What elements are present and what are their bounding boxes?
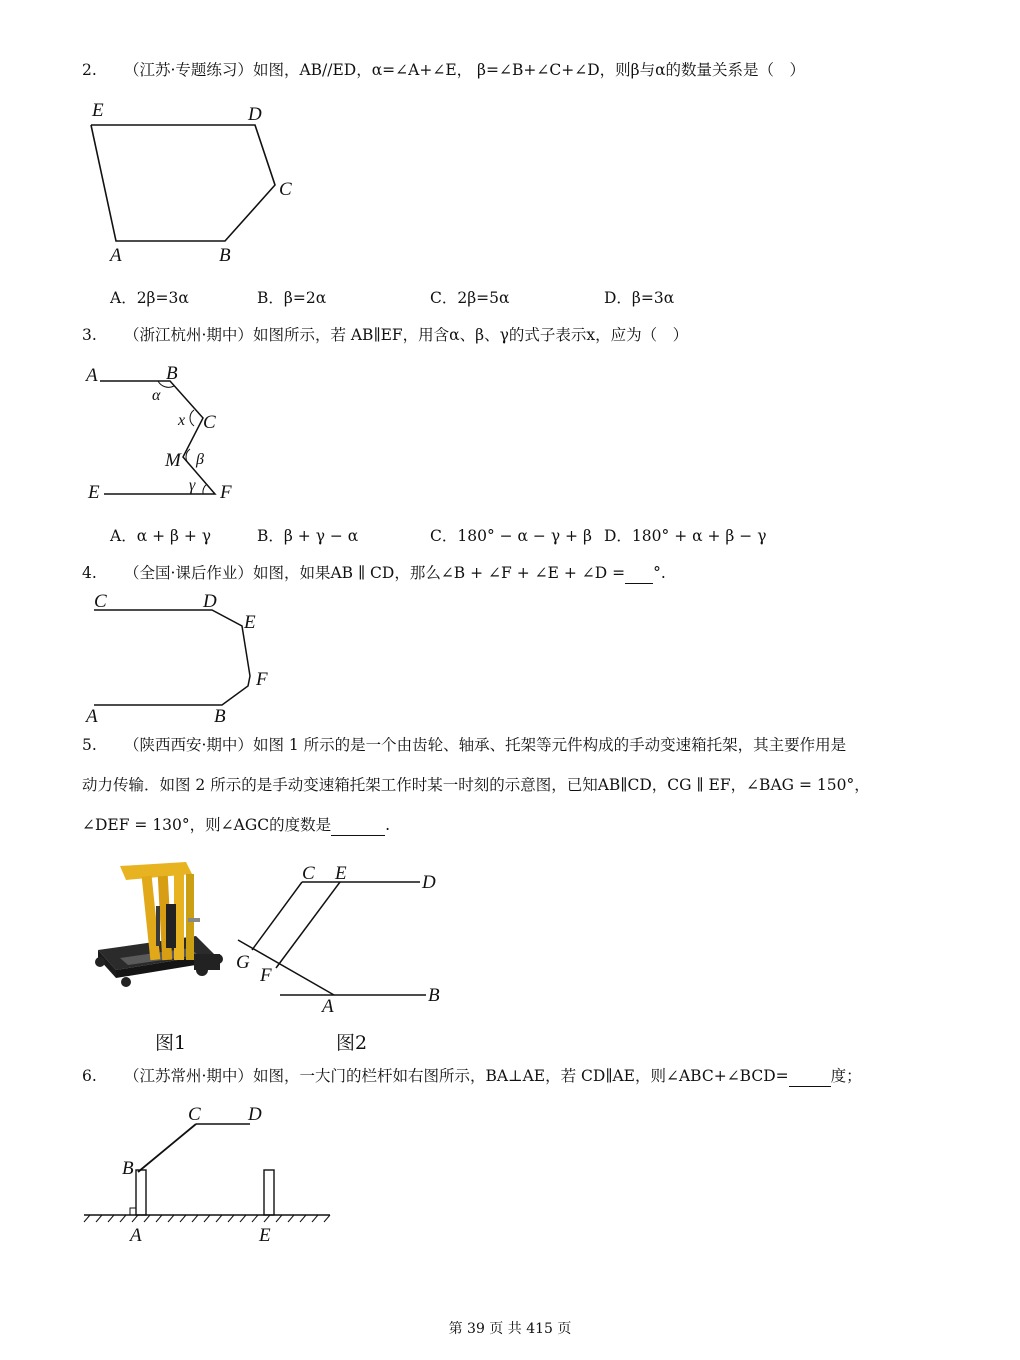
- figure-q4: [82, 590, 282, 730]
- label-F: F: [256, 669, 268, 690]
- question-text: 如图，AB//ED，α=∠A+∠E， β=∠B+∠C+∠D，则β与α的数量关系是（ ）: [252, 61, 806, 79]
- question-5: [82, 735, 846, 755]
- q2-option-c: C．2β=5α: [430, 289, 510, 307]
- label-E: E: [244, 612, 256, 633]
- label-A: A: [322, 996, 334, 1017]
- figure-q5: [230, 858, 460, 1018]
- q2-option-d: D．β=3α: [604, 289, 675, 307]
- question-5-line2: 动力传输．如图 2 所示的是手动变速箱托架工作时某一时刻的示意图，已知AB∥CD，CG ∥ EF，∠BAG = 150°，: [82, 776, 870, 794]
- label-E: E: [88, 482, 100, 503]
- question-source: （全国·课后作业）: [124, 564, 253, 582]
- question-number: 4.: [82, 564, 97, 582]
- label-B: B: [428, 985, 440, 1006]
- figure-q3: [82, 360, 252, 510]
- question-text: ∠DEF = 130°，则∠AGC的度数是: [82, 816, 332, 834]
- label-alpha: α: [152, 387, 161, 404]
- label-M: M: [165, 450, 181, 471]
- label-E: E: [259, 1225, 271, 1246]
- label-D: D: [203, 591, 217, 612]
- label-B: B: [166, 363, 178, 384]
- question-text-end: .: [385, 816, 391, 834]
- label-A: A: [86, 365, 98, 386]
- label-D: D: [422, 872, 436, 893]
- label-C: C: [279, 179, 292, 200]
- label-F: F: [220, 482, 232, 503]
- question-4: [82, 563, 666, 584]
- question-text: 如图所示，若 AB∥EF，用含α、β、γ的式子表示x，应为（ ）: [252, 326, 689, 344]
- question-text: 如图，如果AB ∥ CD，那么∠B + ∠F + ∠E + ∠D =: [252, 564, 626, 582]
- caption-figure-1: 图1: [155, 1032, 187, 1054]
- q3-option-b: B．β + γ − α: [257, 527, 359, 545]
- question-5-line3: [82, 815, 390, 836]
- label-B: B: [214, 706, 226, 727]
- label-B: B: [219, 245, 231, 266]
- label-x: x: [178, 412, 186, 429]
- label-A: A: [110, 245, 122, 266]
- question-number: 2.: [82, 61, 97, 79]
- label-B: B: [122, 1158, 134, 1179]
- question-text-end: 度；: [830, 1067, 862, 1085]
- question-number: 5.: [82, 736, 97, 754]
- figure-q6: [82, 1098, 342, 1248]
- q3-option-d: D．180° + α + β − γ: [604, 527, 767, 545]
- question-source: （江苏·专题练习）: [124, 61, 253, 79]
- question-source: （江苏常州·期中）: [124, 1067, 253, 1085]
- label-C: C: [302, 863, 315, 884]
- ground-hatching: [84, 1215, 330, 1222]
- question-text-line1: 如图 1 所示的是一个由齿轮、轴承、托架等元件构成的手动变速箱托架，其主要作用是: [252, 736, 847, 754]
- label-C: C: [188, 1104, 201, 1125]
- question-number: 3.: [82, 326, 97, 344]
- q2-option-a: A．2β=3α: [110, 289, 189, 307]
- label-A: A: [86, 706, 98, 727]
- question-text: 如图，一大门的栏杆如右图所示，BA⊥AE，若 CD∥AE，则∠ABC+∠BCD=: [252, 1067, 789, 1085]
- label-G: G: [236, 952, 250, 973]
- q3-option-a: A．α + β + γ: [110, 527, 212, 545]
- page-footer: 第 39 页 共 415 页: [448, 1321, 572, 1337]
- answer-blank[interactable]: [331, 815, 385, 836]
- question-text-end: °.: [653, 564, 666, 582]
- label-C: C: [94, 591, 107, 612]
- label-D: D: [248, 104, 262, 125]
- question-number: 6.: [82, 1067, 97, 1085]
- label-gamma: γ: [189, 477, 196, 494]
- question-source: （陕西西安·期中）: [124, 736, 253, 754]
- q2-option-b: B．β=2α: [257, 289, 327, 307]
- answer-blank[interactable]: [625, 563, 653, 584]
- question-6: [82, 1066, 862, 1087]
- question-source: （浙江杭州·期中）: [124, 326, 253, 344]
- gearbox-bracket-image: [86, 858, 236, 1008]
- question-2: [82, 60, 805, 80]
- label-D: D: [248, 1104, 262, 1125]
- caption-figure-2: 图2: [336, 1032, 368, 1054]
- label-E: E: [335, 863, 347, 884]
- label-E: E: [92, 100, 104, 121]
- label-C: C: [203, 412, 216, 433]
- q3-option-c: C．180° − α − γ + β: [430, 527, 592, 545]
- figure-q2: [80, 95, 320, 275]
- label-A: A: [130, 1225, 142, 1246]
- answer-blank[interactable]: [789, 1066, 831, 1087]
- question-3: [82, 325, 688, 345]
- label-F: F: [260, 965, 272, 986]
- label-beta: β: [196, 451, 204, 468]
